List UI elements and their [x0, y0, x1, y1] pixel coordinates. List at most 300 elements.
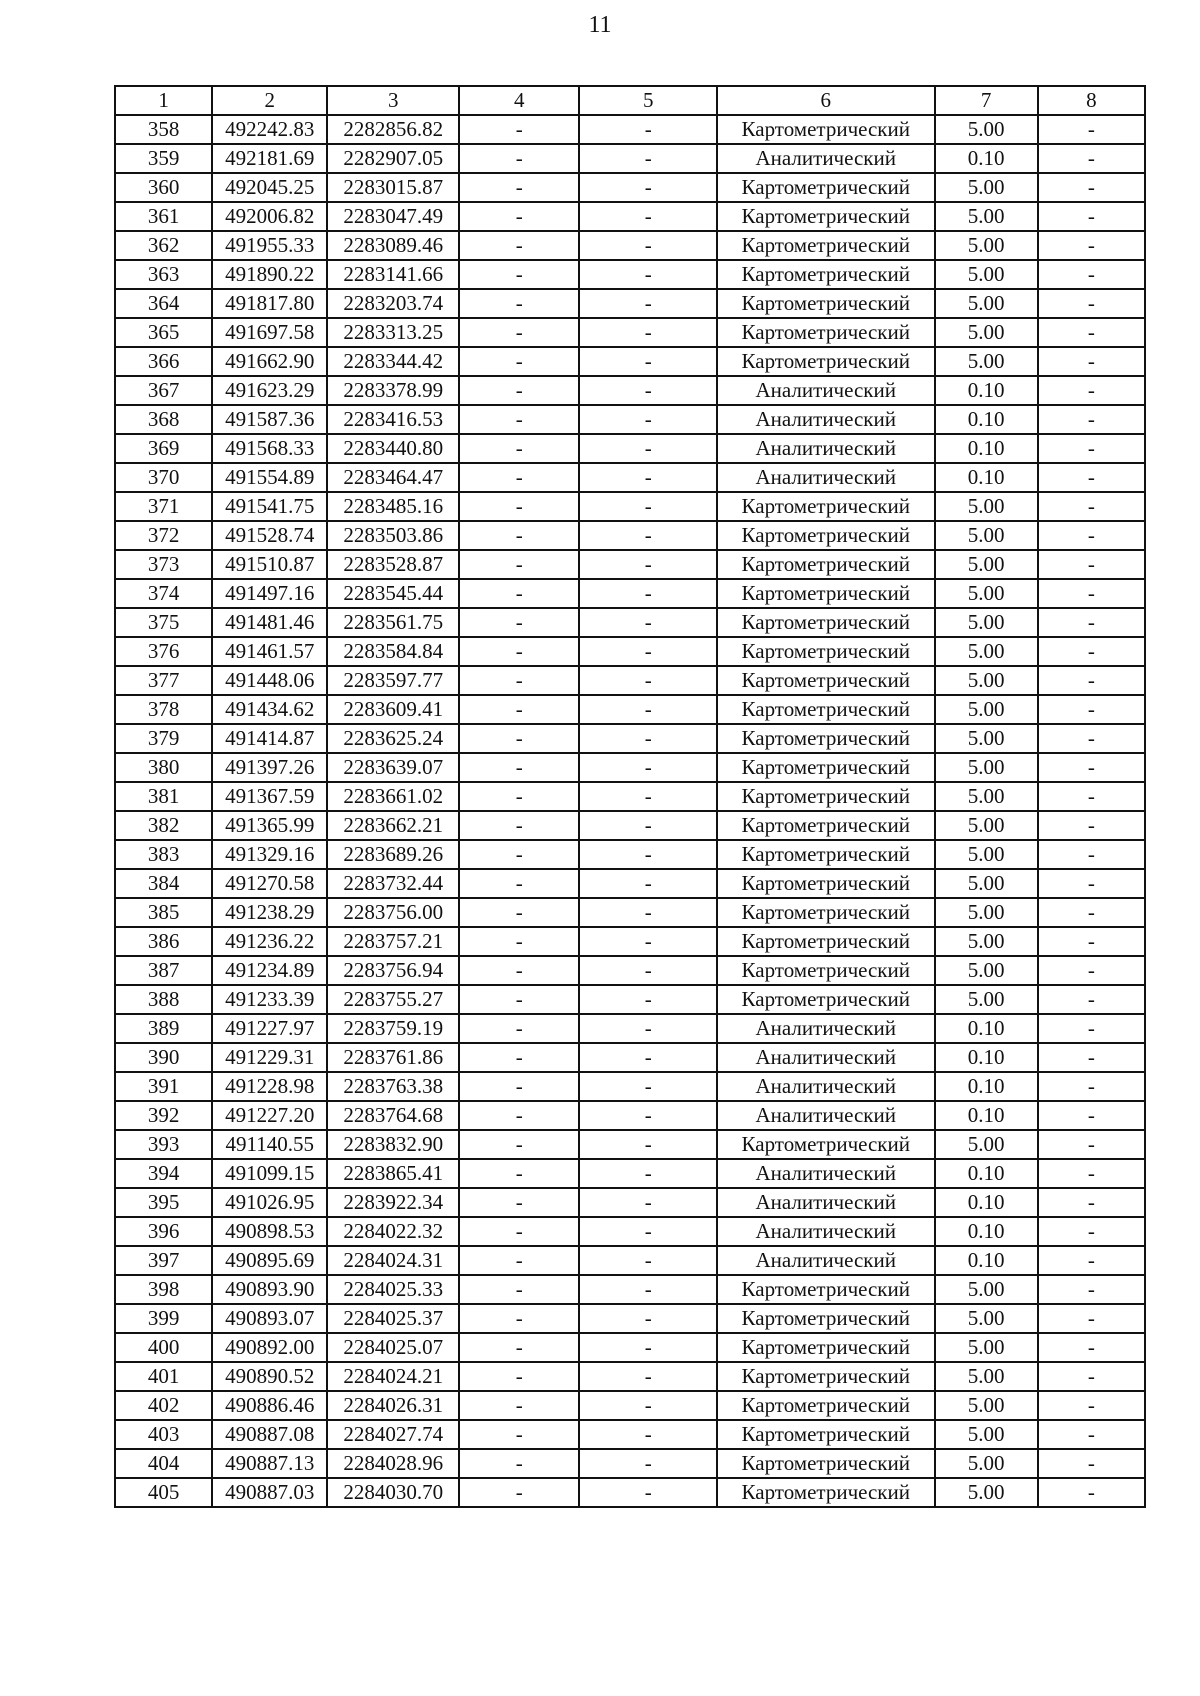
accuracy-cell: 0.10: [935, 1188, 1038, 1217]
x-coordinate-cell: 491817.80: [212, 289, 327, 318]
column-8-cell: -: [1038, 115, 1145, 144]
accuracy-cell: 0.10: [935, 434, 1038, 463]
column-5-cell: -: [579, 724, 717, 753]
point-number-cell: 402: [115, 1391, 212, 1420]
column-4-cell: -: [459, 231, 579, 260]
point-number-cell: 370: [115, 463, 212, 492]
table-row: [115, 1014, 1145, 1043]
accuracy-cell: 0.10: [935, 1043, 1038, 1072]
column-5-cell: -: [579, 202, 717, 231]
method-cell: Картометрический: [717, 1275, 935, 1304]
column-8-cell: -: [1038, 869, 1145, 898]
column-8-cell: -: [1038, 840, 1145, 869]
table-row: [115, 608, 1145, 637]
method-cell: Картометрический: [717, 724, 935, 753]
point-number-cell: 377: [115, 666, 212, 695]
y-coordinate-cell: 2283756.94: [327, 956, 459, 985]
column-4-cell: -: [459, 666, 579, 695]
x-coordinate-cell: 491528.74: [212, 521, 327, 550]
column-5-cell: -: [579, 579, 717, 608]
method-cell: Аналитический: [717, 1188, 935, 1217]
x-coordinate-cell: 491140.55: [212, 1130, 327, 1159]
y-coordinate-cell: 2283378.99: [327, 376, 459, 405]
table-row: [115, 724, 1145, 753]
point-number-cell: 360: [115, 173, 212, 202]
column-8-cell: -: [1038, 1304, 1145, 1333]
accuracy-cell: 0.10: [935, 144, 1038, 173]
column-8-cell: -: [1038, 1101, 1145, 1130]
accuracy-cell: 5.00: [935, 1391, 1038, 1420]
y-coordinate-cell: 2283561.75: [327, 608, 459, 637]
point-number-cell: 380: [115, 753, 212, 782]
table-row: [115, 173, 1145, 202]
column-5-cell: -: [579, 1014, 717, 1043]
accuracy-cell: 5.00: [935, 173, 1038, 202]
column-4-cell: -: [459, 115, 579, 144]
column-8-cell: -: [1038, 492, 1145, 521]
x-coordinate-cell: 491228.98: [212, 1072, 327, 1101]
method-cell: Картометрический: [717, 492, 935, 521]
column-8-cell: -: [1038, 289, 1145, 318]
accuracy-cell: 5.00: [935, 898, 1038, 927]
table-row: [115, 1217, 1145, 1246]
column-8-cell: -: [1038, 666, 1145, 695]
column-4-cell: -: [459, 927, 579, 956]
column-5-cell: -: [579, 347, 717, 376]
column-8-cell: -: [1038, 318, 1145, 347]
column-5-cell: -: [579, 1275, 717, 1304]
y-coordinate-cell: 2283639.07: [327, 753, 459, 782]
x-coordinate-cell: 491367.59: [212, 782, 327, 811]
column-5-cell: -: [579, 1188, 717, 1217]
column-4-cell: -: [459, 1130, 579, 1159]
y-coordinate-cell: 2284026.31: [327, 1391, 459, 1420]
x-coordinate-cell: 491510.87: [212, 550, 327, 579]
column-8-cell: -: [1038, 985, 1145, 1014]
method-cell: Картометрический: [717, 1449, 935, 1478]
column-8-cell: -: [1038, 376, 1145, 405]
method-cell: Картометрический: [717, 869, 935, 898]
point-number-cell: 364: [115, 289, 212, 318]
column-8-cell: -: [1038, 1275, 1145, 1304]
table-row: [115, 1449, 1145, 1478]
x-coordinate-cell: 491397.26: [212, 753, 327, 782]
accuracy-cell: 5.00: [935, 1362, 1038, 1391]
y-coordinate-cell: 2284025.07: [327, 1333, 459, 1362]
header-cell: 1: [115, 86, 212, 115]
x-coordinate-cell: 491329.16: [212, 840, 327, 869]
point-number-cell: 369: [115, 434, 212, 463]
x-coordinate-cell: 491554.89: [212, 463, 327, 492]
column-4-cell: -: [459, 434, 579, 463]
method-cell: Картометрический: [717, 1420, 935, 1449]
column-5-cell: -: [579, 376, 717, 405]
column-5-cell: -: [579, 115, 717, 144]
accuracy-cell: 0.10: [935, 1217, 1038, 1246]
point-number-cell: 363: [115, 260, 212, 289]
column-4-cell: -: [459, 608, 579, 637]
accuracy-cell: 5.00: [935, 202, 1038, 231]
column-8-cell: -: [1038, 1333, 1145, 1362]
column-8-cell: -: [1038, 1449, 1145, 1478]
column-5-cell: -: [579, 173, 717, 202]
x-coordinate-cell: 490892.00: [212, 1333, 327, 1362]
point-number-cell: 385: [115, 898, 212, 927]
column-8-cell: -: [1038, 956, 1145, 985]
x-coordinate-cell: 491481.46: [212, 608, 327, 637]
table-row: [115, 753, 1145, 782]
column-8-cell: -: [1038, 434, 1145, 463]
point-number-cell: 395: [115, 1188, 212, 1217]
column-5-cell: -: [579, 289, 717, 318]
point-number-cell: 389: [115, 1014, 212, 1043]
y-coordinate-cell: 2283141.66: [327, 260, 459, 289]
y-coordinate-cell: 2282856.82: [327, 115, 459, 144]
coordinates-table: [114, 85, 1146, 1508]
method-cell: Картометрический: [717, 898, 935, 927]
column-4-cell: -: [459, 985, 579, 1014]
accuracy-cell: 5.00: [935, 289, 1038, 318]
table-row: [115, 1420, 1145, 1449]
y-coordinate-cell: 2284024.31: [327, 1246, 459, 1275]
accuracy-cell: 5.00: [935, 521, 1038, 550]
x-coordinate-cell: 490898.53: [212, 1217, 327, 1246]
column-4-cell: -: [459, 840, 579, 869]
table-row: [115, 1362, 1145, 1391]
column-8-cell: -: [1038, 1159, 1145, 1188]
table-row: [115, 956, 1145, 985]
x-coordinate-cell: 492006.82: [212, 202, 327, 231]
column-4-cell: -: [459, 811, 579, 840]
x-coordinate-cell: 491697.58: [212, 318, 327, 347]
column-8-cell: -: [1038, 144, 1145, 173]
accuracy-cell: 5.00: [935, 695, 1038, 724]
method-cell: Картометрический: [717, 695, 935, 724]
y-coordinate-cell: 2283661.02: [327, 782, 459, 811]
point-number-cell: 404: [115, 1449, 212, 1478]
header-cell: 3: [327, 86, 459, 115]
y-coordinate-cell: 2283015.87: [327, 173, 459, 202]
column-4-cell: -: [459, 579, 579, 608]
table-row: [115, 927, 1145, 956]
column-8-cell: -: [1038, 521, 1145, 550]
point-number-cell: 367: [115, 376, 212, 405]
y-coordinate-cell: 2283689.26: [327, 840, 459, 869]
table-row: [115, 202, 1145, 231]
method-cell: Аналитический: [717, 1101, 935, 1130]
column-8-cell: -: [1038, 695, 1145, 724]
column-4-cell: -: [459, 1449, 579, 1478]
table-row: [115, 666, 1145, 695]
y-coordinate-cell: 2283440.80: [327, 434, 459, 463]
column-8-cell: -: [1038, 1072, 1145, 1101]
column-5-cell: -: [579, 1391, 717, 1420]
point-number-cell: 390: [115, 1043, 212, 1072]
column-8-cell: -: [1038, 1362, 1145, 1391]
column-8-cell: -: [1038, 1478, 1145, 1507]
point-number-cell: 396: [115, 1217, 212, 1246]
y-coordinate-cell: 2283203.74: [327, 289, 459, 318]
table-row: [115, 347, 1145, 376]
column-8-cell: -: [1038, 347, 1145, 376]
table-row: [115, 318, 1145, 347]
point-number-cell: 387: [115, 956, 212, 985]
column-8-cell: -: [1038, 260, 1145, 289]
point-number-cell: 386: [115, 927, 212, 956]
y-coordinate-cell: 2283662.21: [327, 811, 459, 840]
column-8-cell: -: [1038, 1420, 1145, 1449]
point-number-cell: 376: [115, 637, 212, 666]
column-5-cell: -: [579, 753, 717, 782]
method-cell: Аналитический: [717, 376, 935, 405]
method-cell: Картометрический: [717, 840, 935, 869]
column-5-cell: -: [579, 956, 717, 985]
method-cell: Аналитический: [717, 144, 935, 173]
method-cell: Картометрический: [717, 1391, 935, 1420]
column-8-cell: -: [1038, 1130, 1145, 1159]
y-coordinate-cell: 2283757.21: [327, 927, 459, 956]
y-coordinate-cell: 2284030.70: [327, 1478, 459, 1507]
column-4-cell: -: [459, 782, 579, 811]
point-number-cell: 383: [115, 840, 212, 869]
column-5-cell: -: [579, 434, 717, 463]
point-number-cell: 365: [115, 318, 212, 347]
table-row: [115, 637, 1145, 666]
column-4-cell: -: [459, 202, 579, 231]
point-number-cell: 362: [115, 231, 212, 260]
column-4-cell: -: [459, 1333, 579, 1362]
method-cell: Картометрический: [717, 985, 935, 1014]
column-5-cell: -: [579, 927, 717, 956]
x-coordinate-cell: 490887.08: [212, 1420, 327, 1449]
column-5-cell: -: [579, 811, 717, 840]
page-number: 11: [588, 12, 612, 38]
column-4-cell: -: [459, 637, 579, 666]
accuracy-cell: 5.00: [935, 608, 1038, 637]
accuracy-cell: 5.00: [935, 550, 1038, 579]
accuracy-cell: 5.00: [935, 579, 1038, 608]
column-8-cell: -: [1038, 550, 1145, 579]
table-row: [115, 1159, 1145, 1188]
table-row: [115, 1130, 1145, 1159]
accuracy-cell: 5.00: [935, 115, 1038, 144]
y-coordinate-cell: 2283089.46: [327, 231, 459, 260]
accuracy-cell: 5.00: [935, 1130, 1038, 1159]
table-row: [115, 1333, 1145, 1362]
column-4-cell: -: [459, 1188, 579, 1217]
method-cell: Аналитический: [717, 1246, 935, 1275]
point-number-cell: 391: [115, 1072, 212, 1101]
method-cell: Картометрический: [717, 1333, 935, 1362]
column-4-cell: -: [459, 1043, 579, 1072]
point-number-cell: 393: [115, 1130, 212, 1159]
x-coordinate-cell: 491234.89: [212, 956, 327, 985]
point-number-cell: 359: [115, 144, 212, 173]
column-8-cell: -: [1038, 782, 1145, 811]
x-coordinate-cell: 490886.46: [212, 1391, 327, 1420]
x-coordinate-cell: 492242.83: [212, 115, 327, 144]
column-5-cell: -: [579, 1101, 717, 1130]
column-4-cell: -: [459, 1014, 579, 1043]
accuracy-cell: 0.10: [935, 1101, 1038, 1130]
column-5-cell: -: [579, 405, 717, 434]
column-4-cell: -: [459, 1159, 579, 1188]
column-5-cell: -: [579, 1217, 717, 1246]
table-row: [115, 376, 1145, 405]
x-coordinate-cell: 491461.57: [212, 637, 327, 666]
accuracy-cell: 5.00: [935, 492, 1038, 521]
column-4-cell: -: [459, 376, 579, 405]
table-row: [115, 463, 1145, 492]
column-5-cell: -: [579, 521, 717, 550]
y-coordinate-cell: 2283584.84: [327, 637, 459, 666]
accuracy-cell: 5.00: [935, 1478, 1038, 1507]
x-coordinate-cell: 491434.62: [212, 695, 327, 724]
y-coordinate-cell: 2283545.44: [327, 579, 459, 608]
column-5-cell: -: [579, 608, 717, 637]
x-coordinate-cell: 492181.69: [212, 144, 327, 173]
header-cell: 6: [717, 86, 935, 115]
method-cell: Картометрический: [717, 811, 935, 840]
column-4-cell: -: [459, 956, 579, 985]
method-cell: Картометрический: [717, 1304, 935, 1333]
header-cell: 2: [212, 86, 327, 115]
x-coordinate-cell: 491099.15: [212, 1159, 327, 1188]
table-row: [115, 521, 1145, 550]
method-cell: Картометрический: [717, 521, 935, 550]
table-row: [115, 144, 1145, 173]
accuracy-cell: 5.00: [935, 1275, 1038, 1304]
accuracy-cell: 5.00: [935, 811, 1038, 840]
method-cell: Картометрический: [717, 231, 935, 260]
y-coordinate-cell: 2283047.49: [327, 202, 459, 231]
method-cell: Картометрический: [717, 318, 935, 347]
x-coordinate-cell: 490887.03: [212, 1478, 327, 1507]
table-row: [115, 985, 1145, 1014]
y-coordinate-cell: 2283764.68: [327, 1101, 459, 1130]
y-coordinate-cell: 2283528.87: [327, 550, 459, 579]
column-8-cell: -: [1038, 1246, 1145, 1275]
y-coordinate-cell: 2284027.74: [327, 1420, 459, 1449]
table-row: [115, 869, 1145, 898]
table-row: [115, 1072, 1145, 1101]
x-coordinate-cell: 491227.97: [212, 1014, 327, 1043]
method-cell: Аналитический: [717, 1014, 935, 1043]
column-5-cell: -: [579, 1246, 717, 1275]
column-5-cell: -: [579, 1333, 717, 1362]
column-8-cell: -: [1038, 753, 1145, 782]
table-row: [115, 1478, 1145, 1507]
y-coordinate-cell: 2282907.05: [327, 144, 459, 173]
accuracy-cell: 5.00: [935, 260, 1038, 289]
point-number-cell: 397: [115, 1246, 212, 1275]
column-5-cell: -: [579, 898, 717, 927]
y-coordinate-cell: 2284022.32: [327, 1217, 459, 1246]
point-number-cell: 392: [115, 1101, 212, 1130]
column-4-cell: -: [459, 1217, 579, 1246]
column-5-cell: -: [579, 463, 717, 492]
column-4-cell: -: [459, 289, 579, 318]
column-8-cell: -: [1038, 463, 1145, 492]
table-row: [115, 1391, 1145, 1420]
column-8-cell: -: [1038, 173, 1145, 202]
column-5-cell: -: [579, 1362, 717, 1391]
x-coordinate-cell: 491662.90: [212, 347, 327, 376]
x-coordinate-cell: 491955.33: [212, 231, 327, 260]
table-row: [115, 1101, 1145, 1130]
x-coordinate-cell: 490887.13: [212, 1449, 327, 1478]
method-cell: Картометрический: [717, 1130, 935, 1159]
x-coordinate-cell: 491623.29: [212, 376, 327, 405]
column-4-cell: -: [459, 1362, 579, 1391]
accuracy-cell: 5.00: [935, 985, 1038, 1014]
method-cell: Картометрический: [717, 289, 935, 318]
method-cell: Картометрический: [717, 927, 935, 956]
method-cell: Картометрический: [717, 347, 935, 376]
accuracy-cell: 5.00: [935, 666, 1038, 695]
x-coordinate-cell: 491541.75: [212, 492, 327, 521]
accuracy-cell: 0.10: [935, 405, 1038, 434]
y-coordinate-cell: 2283763.38: [327, 1072, 459, 1101]
accuracy-cell: 5.00: [935, 318, 1038, 347]
column-5-cell: -: [579, 1304, 717, 1333]
column-4-cell: -: [459, 1101, 579, 1130]
x-coordinate-cell: 491026.95: [212, 1188, 327, 1217]
table-row: [115, 695, 1145, 724]
column-8-cell: -: [1038, 1014, 1145, 1043]
method-cell: Картометрический: [717, 608, 935, 637]
accuracy-cell: 5.00: [935, 840, 1038, 869]
accuracy-cell: 5.00: [935, 1449, 1038, 1478]
point-number-cell: 388: [115, 985, 212, 1014]
accuracy-cell: 5.00: [935, 1304, 1038, 1333]
x-coordinate-cell: 491890.22: [212, 260, 327, 289]
column-8-cell: -: [1038, 231, 1145, 260]
y-coordinate-cell: 2283416.53: [327, 405, 459, 434]
x-coordinate-cell: 491238.29: [212, 898, 327, 927]
accuracy-cell: 0.10: [935, 463, 1038, 492]
method-cell: Картометрический: [717, 173, 935, 202]
accuracy-cell: 0.10: [935, 1246, 1038, 1275]
y-coordinate-cell: 2283344.42: [327, 347, 459, 376]
column-8-cell: -: [1038, 811, 1145, 840]
column-4-cell: -: [459, 1072, 579, 1101]
point-number-cell: 405: [115, 1478, 212, 1507]
column-4-cell: -: [459, 1275, 579, 1304]
column-5-cell: -: [579, 1043, 717, 1072]
table-row: [115, 1246, 1145, 1275]
y-coordinate-cell: 2284025.33: [327, 1275, 459, 1304]
method-cell: Картометрический: [717, 1478, 935, 1507]
method-cell: Картометрический: [717, 579, 935, 608]
column-5-cell: -: [579, 840, 717, 869]
x-coordinate-cell: 491227.20: [212, 1101, 327, 1130]
column-4-cell: -: [459, 318, 579, 347]
point-number-cell: 382: [115, 811, 212, 840]
point-number-cell: 371: [115, 492, 212, 521]
column-5-cell: -: [579, 144, 717, 173]
method-cell: Аналитический: [717, 463, 935, 492]
column-5-cell: -: [579, 637, 717, 666]
header-cell: 7: [935, 86, 1038, 115]
y-coordinate-cell: 2283922.34: [327, 1188, 459, 1217]
column-4-cell: -: [459, 1478, 579, 1507]
column-8-cell: -: [1038, 1217, 1145, 1246]
column-8-cell: -: [1038, 927, 1145, 956]
x-coordinate-cell: 491365.99: [212, 811, 327, 840]
y-coordinate-cell: 2284024.21: [327, 1362, 459, 1391]
x-coordinate-cell: 491270.58: [212, 869, 327, 898]
